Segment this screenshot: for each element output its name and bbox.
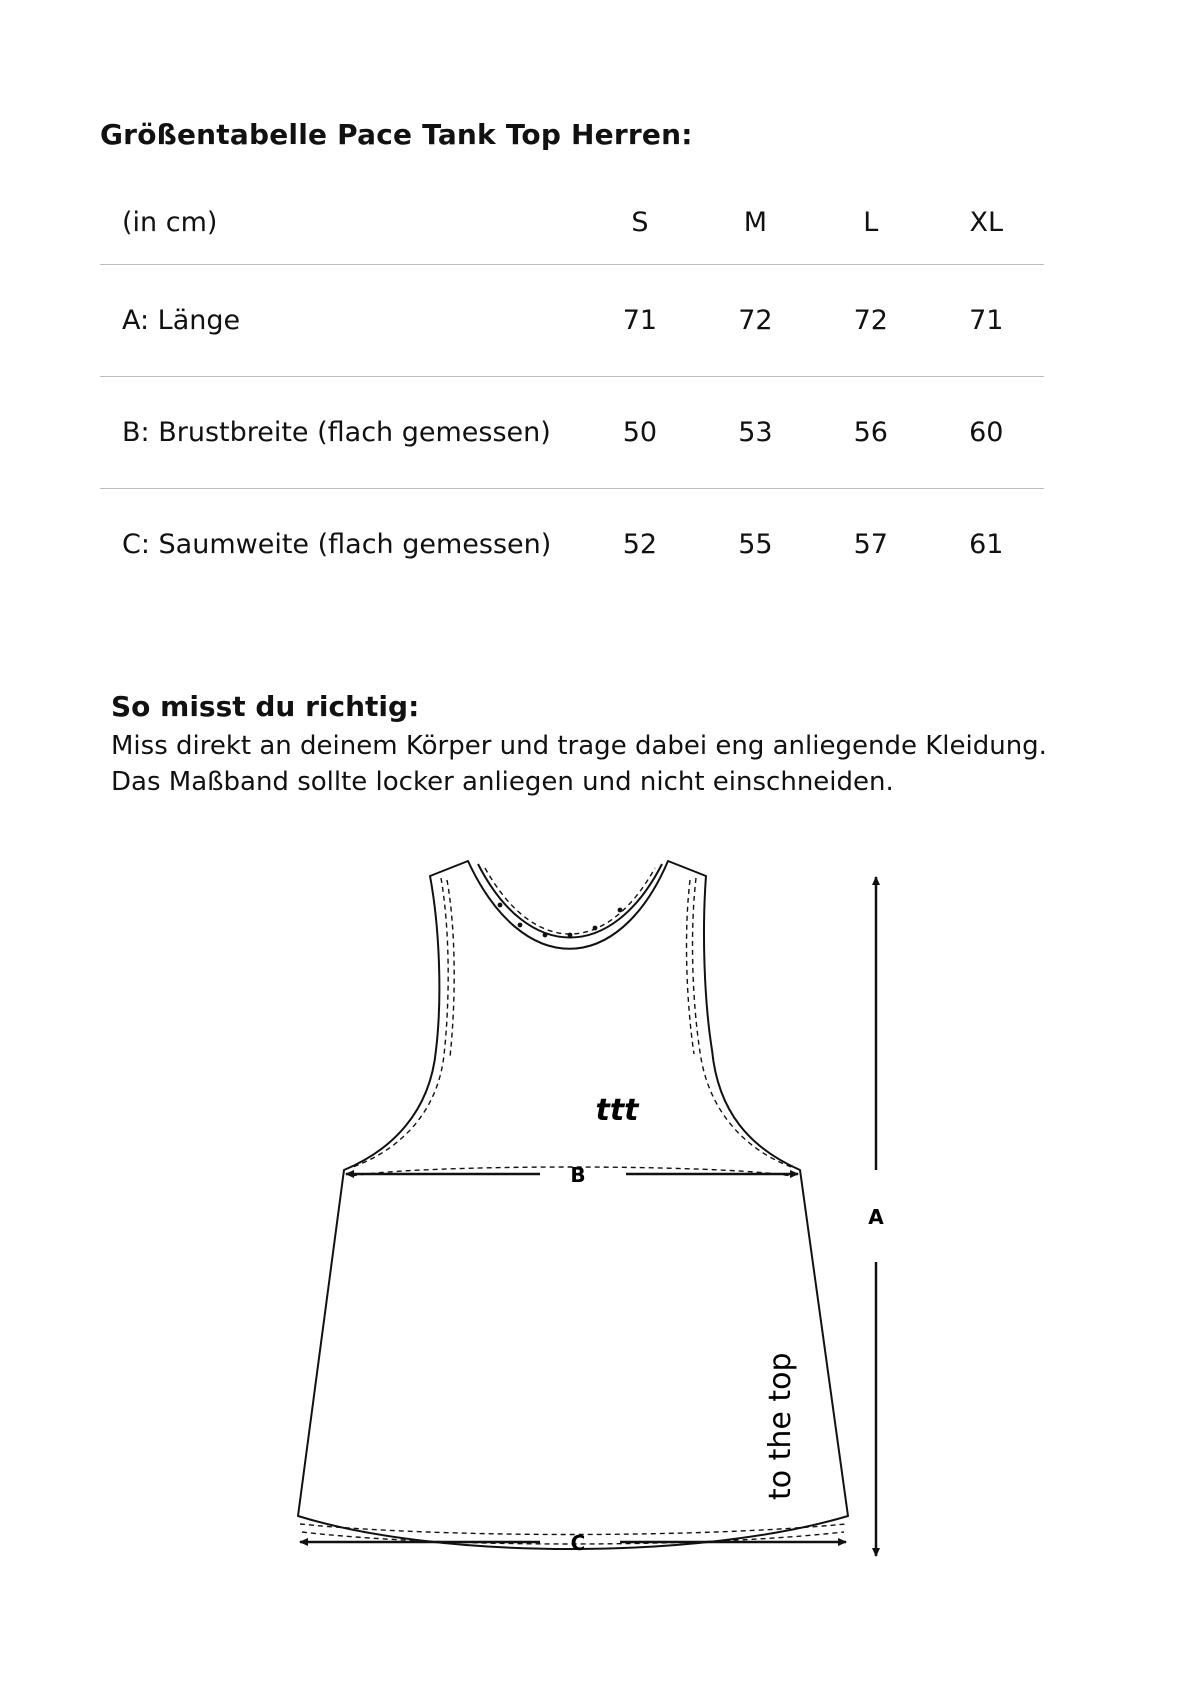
table-cell: 60 [929,377,1044,489]
howto-line: Miss direkt an deinem Körper und trage dabei eng anliegende Kleidung. [111,731,1047,761]
size-header-m: M [743,206,768,238]
table-row [100,377,1044,489]
measure-c-label: C [570,1531,586,1555]
table-cell: 72 [698,265,813,377]
table-cell: 61 [929,489,1044,601]
row-label: A: Länge [100,265,582,377]
chest-logo: ttt [595,1093,639,1128]
page-title: Größentabelle Pace Tank Top Herren: [100,118,693,151]
unit-label: (in cm) [122,206,218,238]
size-table [100,180,1044,600]
row-label: C: Saumweite (flach gemessen) [100,489,582,601]
table-cell: 56 [813,377,928,489]
size-header-xl: XL [969,206,1004,238]
table-cell: 52 [582,489,697,601]
measure-a [868,877,884,1556]
row-label: B: Brustbreite (flach gemessen) [100,377,582,489]
tank-top-diagram [0,840,1200,1690]
table-cell: 50 [582,377,697,489]
table-cell: 55 [698,489,813,601]
table-row [100,489,1044,601]
howto-line: Das Maßband sollte locker anliegen und nicht einschneiden. [111,767,894,797]
measure-a-label: A [868,1205,884,1229]
table-cell: 57 [813,489,928,601]
size-table-header [100,180,1044,265]
table-cell: 72 [813,265,928,377]
table-cell: 71 [929,265,1044,377]
howto-text [111,728,1111,800]
howto-title: So misst du richtig: [111,690,420,723]
table-cell: 71 [582,265,697,377]
measure-b [346,1163,798,1187]
measure-b-label: B [570,1163,586,1187]
hem-print-text: to the top [763,1352,798,1500]
size-header-l: L [863,206,879,238]
table-row [100,265,1044,377]
table-cell: 53 [698,377,813,489]
size-header-s: S [631,206,649,238]
collar-tape-marks [498,903,623,938]
